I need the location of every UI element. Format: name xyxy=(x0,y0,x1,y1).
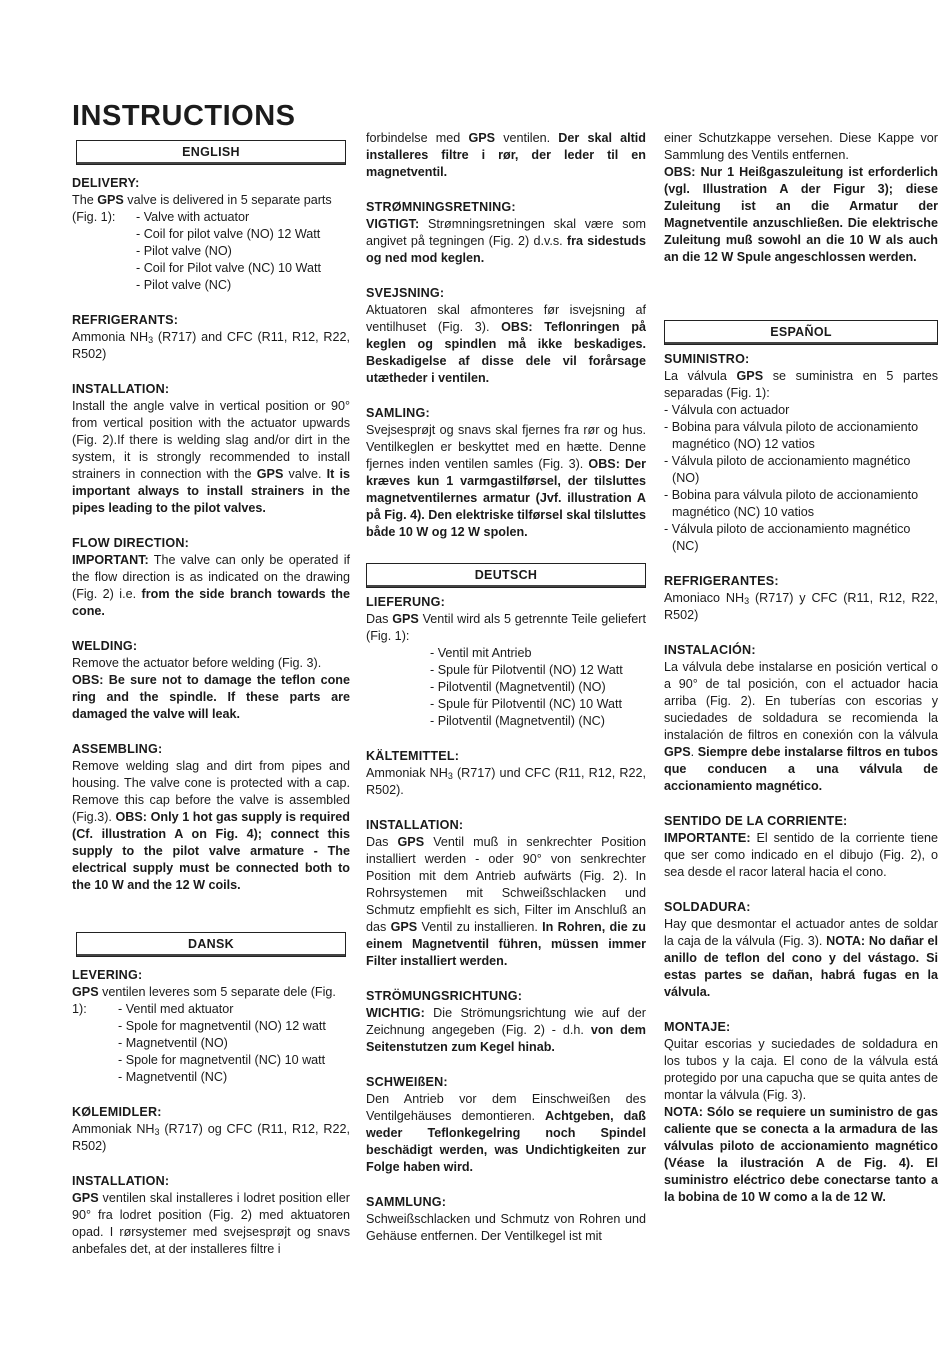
column-2 xyxy=(366,130,646,1263)
delivery-parts: (Fig. 1): - Valve with actuator - Coil for pilot valve (NO) 12 Watt - Pilot valve (NO) - Coil for Pilot valve (NC) 10 Watt - Pilot valve (NC) xyxy=(72,210,321,292)
dansk-kolemidler xyxy=(72,1104,350,1155)
parts-list xyxy=(118,1001,326,1086)
section-heading: STRØMNINGSRETNING: xyxy=(366,200,516,214)
section-text: Das GPS Ventil wird als 5 getrennte Teile geliefert (Fig. 1): xyxy=(366,612,646,643)
section-text: forbindelse med GPS ventilen. Der skal altid installeres filtre i rør, der leder til en magnetventil. xyxy=(366,131,647,179)
section-heading: REFRIGERANTS: xyxy=(72,313,179,327)
english-section-label: ENGLISH xyxy=(76,140,346,165)
section-text: Install the angle valve in vertical position or 90° from vertical position with the actuator upwards (Fig. 2).If there is welding slag and/or dirt in the system, it is strongly recommended to install strainers in connection with the GPS valve. It is important always to install strainers in the pipes leading to the pilot valves. xyxy=(72,399,350,515)
section-note: OBS: Nur 1 Heißgaszuleitung ist erforderlich (vgl. Illustration A der Figur 3); diese Zuleitung ist an die Armatur der Magnetventile anzuschließen. Die elektrische Zuleitung muß sowohl an die 10 W als auch an die 12 W Spule angeschlossen werden. xyxy=(664,165,938,264)
parts-list xyxy=(366,645,646,730)
list-item: - Válvula piloto de accionamiento magnético (NO) xyxy=(664,454,911,485)
list-item: - Spole for magnetventil (NO) 12 watt xyxy=(118,1019,326,1033)
list-item: - Ventil med aktuator xyxy=(118,1002,234,1016)
section-text: Ammoniak $NH_3$ (R717) und CFC (R11, R12, R22, R502). xyxy=(366,766,646,797)
section-heading: INSTALLATION: xyxy=(72,1174,170,1188)
section-text: Schweißschlacken und Schmutz von Rohren und Gehäuse entfernen. Der Ventilkegel ist mit xyxy=(366,1212,646,1243)
section-text: Den Antrieb vor dem Einschweißen des Ventilgehäuses demontieren. Achtgeben, daß weder Teflonkegelring noch Spindel beschädigt werden, was Undichtigkeiten zur Folge haben wird. xyxy=(366,1092,646,1174)
parts-list xyxy=(136,209,321,294)
section-text: Remove the actuator before welding (Fig. 3). xyxy=(72,656,322,670)
list-item: - Spule für Pilotventil (NO) 12 Watt xyxy=(430,663,623,677)
section-text: WICHTIG: Die Strömungsrichtung wie auf der Zeichnung angegeben (Fig. 2) - d.h. von dem Seitenstutzen zum Kegel hinab. xyxy=(366,1006,646,1054)
levering-parts: 1): - Ventil med aktuator - Spole for magnetventil (NO) 12 watt - Magnetventil (NO) - Spole for magnetventil (NC) 10 watt - Magnetventil (NC) xyxy=(72,1002,326,1084)
espanol-instalacion xyxy=(664,642,938,795)
list-item: - Spole for magnetventil (NC) 10 watt xyxy=(118,1053,326,1067)
list-item: - Válvula piloto de accionamiento magnético (NC) xyxy=(664,522,911,553)
list-item: - Coil for pilot valve (NO) 12 Watt xyxy=(136,227,321,241)
list-item: - Válvula con actuador xyxy=(664,403,790,417)
dansk-stromningsretning xyxy=(366,199,646,267)
section-heading: KÄLTEMITTEL: xyxy=(366,749,460,763)
deutsch-sammlung-part2 xyxy=(664,130,938,266)
section-heading: INSTALLATION: xyxy=(366,818,464,832)
section-heading: SCHWEIßEN: xyxy=(366,1075,448,1089)
section-text: GPS ventilen skal installeres i lodret position eller 90° fra lodret position (Fig. 2) med aktuatoren opad. I rørsystemer med svejsesprøjt og snavs anbefales det, at der installeres filtre i xyxy=(72,1191,350,1256)
list-item: - Pilot valve (NO) xyxy=(136,244,232,258)
column-3 xyxy=(664,130,938,1224)
english-delivery xyxy=(72,175,350,294)
section-note: OBS: Be sure not to damage the teflon cone ring and the spindle. If these parts are damaged the valve will leak. xyxy=(72,673,350,721)
section-text: Ammoniak $NH_3$ (R717) og CFC (R11, R12, R22, R502) xyxy=(72,1122,350,1153)
espanol-suministro xyxy=(664,351,938,555)
deutsch-kaltemittel xyxy=(366,748,646,799)
section-heading: SOLDADURA: xyxy=(664,900,751,914)
english-welding xyxy=(72,638,350,723)
section-text: einer Schutzkappe versehen. Diese Kappe vor Sammlung des Ventils entfernen. xyxy=(664,131,938,162)
espanol-sentido xyxy=(664,813,938,881)
section-heading: KØLEMIDLER: xyxy=(72,1105,162,1119)
dansk-installation-part1 xyxy=(72,1173,350,1258)
section-text: Svejsesprøjt og snavs skal fjernes fra rør og hus. Ventilkeglen er beskyttet med en hætte. Denne fjernes inden ventilen samles (Fig. 3). OBS: Der kræves kun 1 varmgastilførsel, der tilsluttes magnetventilernes armatur (Jvf. illustration A på Fig. 4). Den elektriske tilførsel skal tilsluttes både 10 W og 12 W spolen. xyxy=(366,423,646,539)
section-heading: FLOW DIRECTION: xyxy=(72,536,190,550)
section-note: NOTA: Sólo se requiere un suministro de gas caliente que se conecta a la armadura de las válvulas piloto de accionamiento magnético (Véase la ilustración A de Fig. 4). El suministro eléctrico debe conectarse tanto a la bobina de 10 W como a la de 12 W. xyxy=(664,1105,938,1204)
section-text: GPS ventilen leveres som 5 separate dele (Fig. xyxy=(72,985,336,999)
section-text: Amoniaco $NH_3$ (R717) y CFC (R11, R12, R22, R502) xyxy=(664,591,938,622)
section-heading: SENTIDO DE LA CORRIENTE: xyxy=(664,814,848,828)
list-item: - Valve with actuator xyxy=(136,210,250,224)
espanol-refrigerantes xyxy=(664,573,938,624)
espanol-soldadura xyxy=(664,899,938,1001)
list-item: - Bobina para válvula piloto de accionamiento magnético (NC) 10 vatios xyxy=(664,488,919,519)
section-heading: LIEFERUNG: xyxy=(366,595,445,609)
list-item: - Pilot valve (NC) xyxy=(136,278,232,292)
list-item: - Ventil mit Antrieb xyxy=(430,646,532,660)
section-heading: INSTALLATION: xyxy=(72,382,170,396)
deutsch-schweissen xyxy=(366,1074,646,1176)
deutsch-stromungsrichtung xyxy=(366,988,646,1056)
section-heading: ASSEMBLING: xyxy=(72,742,163,756)
section-heading: SAMLING: xyxy=(366,406,430,420)
dansk-levering xyxy=(72,967,350,1086)
dansk-svejsning xyxy=(366,285,646,387)
deutsch-installation xyxy=(366,817,646,970)
delivery-intro: The GPS valve is delivered in 5 separate parts xyxy=(72,193,332,207)
section-heading: STRÖMUNGSRICHTUNG: xyxy=(366,989,523,1003)
deutsch-lieferung xyxy=(366,594,646,730)
section-text: Remove welding slag and dirt from pipes and housing. The valve cone is protected with a cap. Remove this cap before the valve is assembled (Fig.3). OBS: Only 1 hot gas supply is required (Cf. illustration A on Fig. 4); connect this supply to the pilot valve armature - The electrical supply must be connected both to the 10 W and the 12 W coils. xyxy=(72,759,350,892)
dansk-section-label: DANSK xyxy=(76,932,346,957)
list-item: - Pilotventil (Magnetventil) (NO) xyxy=(430,680,606,694)
section-text: Das GPS Ventil muß in senkrechter Position installiert werden - oder 90° von senkrechter Position mit dem Antrieb aufwärts (Fig. 2). In Rohrsystemen mit Schweißschlacken und Schmutz empfiehlt es sich, Filter im Anschluß an das GPS Ventil zu installieren. In Rohren, die zu einem Magnetventil führen, müssen immer Filter installiert werden. xyxy=(366,835,646,968)
parts-list xyxy=(664,402,938,555)
dansk-installation-part2 xyxy=(366,130,646,181)
page-title: INSTRUCTIONS xyxy=(72,100,296,132)
espanol-montaje xyxy=(664,1019,938,1206)
english-refrigerants xyxy=(72,312,350,363)
section-heading: REFRIGERANTES: xyxy=(664,574,779,588)
section-text: IMPORTANTE: El sentido de la corriente tiene que ser como indicado en el dibujo (Fig. 2), o sea desde el racor lateral hacia el cono. xyxy=(664,831,938,879)
section-text: La válvula GPS se suministra en 5 partes separadas (Fig. 1): xyxy=(664,369,938,400)
section-text: Ammonia $NH_3$ (R717) and CFC (R11, R12, R22, R502) xyxy=(72,330,350,361)
section-heading: MONTAJE: xyxy=(664,1020,731,1034)
section-heading: SAMMLUNG: xyxy=(366,1195,447,1209)
english-assembling xyxy=(72,741,350,894)
section-heading: LEVERING: xyxy=(72,968,143,982)
section-text: La válvula debe instalarse en posición vertical o a 90° de tal posición, con el actuador hacia arriba (Fig. 2). En tuberías con escorias y suciedades de soldadura se recomienda la instalación de filtros en conexión con la válvula GPS. Siempre debe instalarse filtros en tubos que conducen a una válvula de accionamiento magnético. xyxy=(664,660,938,793)
deutsch-sammlung-part1 xyxy=(366,1194,646,1245)
list-item: - Bobina para válvula piloto de accionamiento magnético (NO) 12 vatios xyxy=(664,420,919,451)
column-1 xyxy=(72,140,350,1276)
section-heading: SVEJSNING: xyxy=(366,286,445,300)
list-item: - Magnetventil (NO) xyxy=(118,1036,228,1050)
list-item: - Magnetventil (NC) xyxy=(118,1070,228,1084)
dansk-samling xyxy=(366,405,646,541)
list-item: - Spule für Pilotventil (NC) 10 Watt xyxy=(430,697,622,711)
section-heading: INSTALACIÓN: xyxy=(664,643,756,657)
english-installation xyxy=(72,381,350,517)
espanol-section-label: ESPAÑOL xyxy=(664,320,938,345)
list-item: - Pilotventil (Magnetventil) (NC) xyxy=(430,714,605,728)
list-item: - Coil for Pilot valve (NC) 10 Watt xyxy=(136,261,321,275)
section-text: Aktuatoren skal afmonteres før isvejsning af ventilhuset (Fig. 3). OBS: Teflonringen på keglen og spindlen må ikke beskadiges. Beskadigelse af disse dele vil forårsage utætheder i ventilen. xyxy=(366,303,646,385)
section-heading: WELDING: xyxy=(72,639,138,653)
section-heading: DELIVERY: xyxy=(72,176,140,190)
deutsch-section-label: DEUTSCH xyxy=(366,563,646,588)
english-flow-direction xyxy=(72,535,350,620)
section-heading: SUMINISTRO: xyxy=(664,352,750,366)
section-text: VIGTIGT: Strømningsretningen skal være som angivet på tegningen (Fig. 2) d.v.s. fra sidestuds og ned mod keglen. xyxy=(366,217,646,265)
section-text: Hay que desmontar el actuador antes de soldar la caja de la válvula (Fig. 3). NOTA: No dañar el anillo de teflon del cono y del vástago. Si estas partes se dañan, habrá fugas en la válvula. xyxy=(664,917,938,999)
section-text: Quitar escorias y suciedades de soldadura en los tubos y la caja. El cono de la válvula está protegido por una capucha que se quita antes de montar la válvula (Fig. 3). xyxy=(664,1037,938,1102)
section-text: IMPORTANT: The valve can only be operated if the flow direction is as indicated on the drawing (Fig. 2) i.e. from the side branch towards the cone. xyxy=(72,553,351,618)
